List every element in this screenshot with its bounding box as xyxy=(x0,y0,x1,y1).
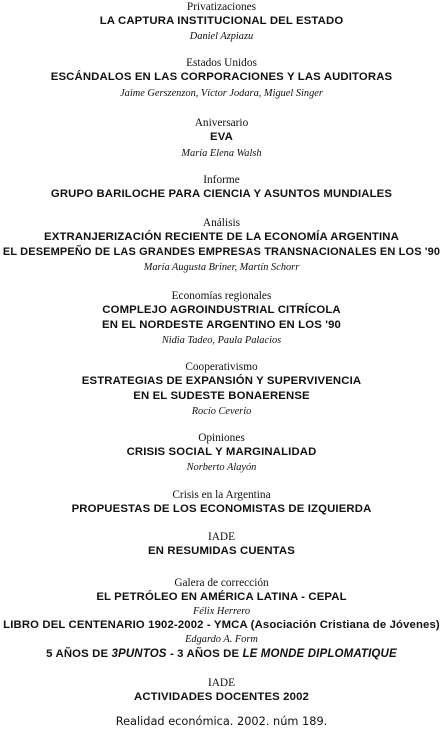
section-label: IADE xyxy=(207,531,236,543)
article-title[interactable]: ESCÁNDALOS EN LAS CORPORACIONES Y LAS AUDITORAS xyxy=(50,71,393,83)
article-title[interactable]: CRISIS SOCIAL Y MARGINALIDAD xyxy=(126,446,317,458)
article-title[interactable]: ACTIVIDADES DOCENTES 2002 xyxy=(134,691,309,703)
article-author: Nidia Tadeo, Paula Palacios xyxy=(161,335,282,346)
section-label: Opiniones xyxy=(198,432,245,444)
article-author: Norberto Alayón xyxy=(186,462,257,473)
title-part: - 3 AÑOS DE xyxy=(166,648,243,660)
publication-footer: Realidad económica. 2002. núm 189. xyxy=(115,714,328,728)
section-label: Economías regionales xyxy=(171,290,272,302)
section-label: Estados Unidos xyxy=(186,57,257,69)
article-title[interactable]: GRUPO BARILOCHE PARA CIENCIA Y ASUNTOS MUNDIALES xyxy=(50,188,393,200)
article-author: Edgardo A. Form xyxy=(185,634,258,645)
article-author: Daniel Azpiazu xyxy=(189,31,254,42)
title-part-italic: 3PUNTOS xyxy=(111,648,167,660)
article-title[interactable]: ESTRATEGIAS DE EXPANSIÓN Y SUPERVIVENCIA xyxy=(81,375,362,387)
article-title[interactable] xyxy=(0,649,443,661)
title-part-italic: LE MONDE DIPLOMATIQUE xyxy=(242,648,397,660)
section-label: Galera de corrección xyxy=(174,577,269,589)
article-title[interactable]: EN EL NORDESTE ARGENTINO EN LOS '90 xyxy=(102,319,341,331)
section-label: IADE xyxy=(207,677,236,689)
section-label: Aniversario xyxy=(194,117,249,129)
article-author: María Elena Walsh xyxy=(181,148,262,159)
article-title[interactable]: LIBRO DEL CENTENARIO 1902-2002 - YMCA (Asociación Cristiana de Jóvenes) xyxy=(3,619,440,631)
article-title[interactable]: EL PETRÓLEO EN AMÉRICA LATINA - CEPAL xyxy=(96,591,347,603)
article-author: Félix Herrero xyxy=(192,606,251,617)
article-author: María Augusta Briner, Martín Schorr xyxy=(143,262,300,273)
article-title[interactable]: EN EL SUDESTE BONAERENSE xyxy=(133,390,310,402)
article-title[interactable]: EL DESEMPEÑO DE LAS GRANDES EMPRESAS TRANSNACIONALES EN LOS '90 xyxy=(2,246,441,258)
section-label: Crisis en la Argentina xyxy=(172,489,271,501)
article-title[interactable]: EN RESUMIDAS CUENTAS xyxy=(148,545,295,557)
article-title[interactable]: COMPLEJO AGROINDUSTRIAL CITRÍCOLA xyxy=(102,304,341,316)
article-author: Rocío Ceverio xyxy=(191,406,252,417)
article-title[interactable]: PROPUESTAS DE LOS ECONOMISTAS DE IZQUIERDA xyxy=(71,503,372,515)
title-part: 5 AÑOS DE xyxy=(46,648,112,660)
section-label: Privatizaciones xyxy=(186,1,257,13)
article-title[interactable]: EVA xyxy=(210,131,233,143)
section-label: Cooperativismo xyxy=(185,361,258,373)
section-label: Análisis xyxy=(202,217,241,229)
article-title[interactable]: EXTRANJERIZACIÓN RECIENTE DE LA ECONOMÍA ARGENTINA xyxy=(44,231,399,243)
article-author: Jaime Gerszenzon, Víctor Jodara, Miguel Singer xyxy=(120,88,323,99)
section-label: Informe xyxy=(203,174,240,186)
article-title[interactable]: LA CAPTURA INSTITUCIONAL DEL ESTADO xyxy=(99,15,344,27)
